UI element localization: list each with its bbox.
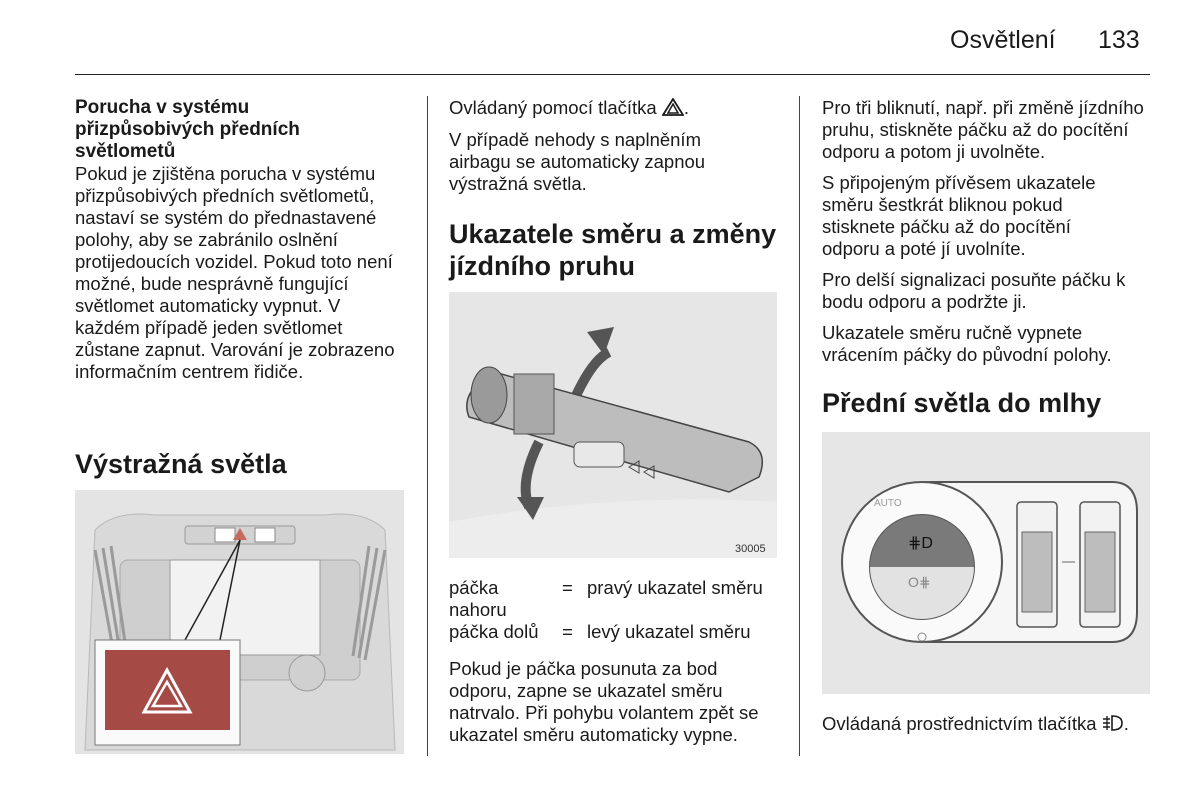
hazard-lights-figure [75,490,404,754]
subheading-adaptive-headlights: Porucha v systému přizpůsobivých předních světlometů [75,97,300,162]
hazard-button-text: Ovládaný pomocí tlačítka [449,97,657,118]
figure-code-label: 30005 [735,543,766,555]
paragraph-hazard-button: Ovládaný pomocí tlačítka . [449,97,784,121]
heading-fog-lights: Přední světla do mlhy [822,388,1102,418]
definition-equals: = [562,621,573,642]
paragraph-permanent-signal-wrapper [449,658,784,755]
definition-term: páčka dolů [449,621,539,642]
column-divider-1 [427,96,428,756]
svg-text:O⋕: O⋕ [908,574,931,590]
heading-turn-signals: Ukazatele směru a změny jízdního pruhu [449,219,777,281]
page-number: 133 [1098,26,1140,54]
auto-label: AUTO [874,498,902,509]
column-3 [822,97,1152,375]
definition-value: levý ukazatel směru [587,621,751,642]
paragraph-permanent-signal: Pokud je páčka posunuta za bod odporu, zapne se ukazatel směru natrvalo. Při pohybu volantem zpět se ukazatel směru automaticky vypne. [449,658,759,745]
fog-light-icon [1102,714,1124,737]
header-divider [75,74,1150,75]
paragraph-trailer: S připojeným přívěsem ukazatele směru šestkrát bliknou pokud stisknete páčku až do pocítění odporu a poté jí uvolníte. [822,172,1096,259]
fog-light-switch-figure [822,432,1150,694]
paragraph-three-flashes: Pro tři bliknutí, např. při změně jízdního pruhu, stiskněte páčku až do pocítění odporu a potom ji uvolněte. [822,97,1144,162]
paragraph-longer-signal: Pro delší signalizaci posuňte páčku k bodu odporu a podržte ji. [822,269,1126,312]
svg-text:⋕D: ⋕D [908,535,933,552]
fog-caption: Ovládaná prostřednictvím tlačítka . [822,713,1152,737]
definition-term: nahoru [449,599,507,620]
definition-term: páčka [449,577,499,598]
heading-hazard-lights: Výstražná světla [75,449,287,479]
fog-caption-text: Ovládaná prostřednictvím tlačítka [822,713,1097,734]
hazard-triangle-icon [662,98,684,121]
definition-equals: = [562,577,573,598]
paragraph-airbag: V případě nehody s naplněním airbagu se automaticky zapnou výstražná světla. [449,129,706,194]
definition-value: pravý ukazatel směru [587,577,763,598]
fog-caption-wrapper [822,713,1152,737]
paragraph-switch-off: Ukazatele směru ručně vypnete vrácením páčky do původní polohy. [822,322,1112,365]
turn-signal-lever-figure [449,292,777,558]
column-1 [75,97,410,392]
column-2 [449,97,784,204]
paragraph-adaptive-headlights: Pokud je zjištěna porucha v systému přizpůsobivých předních světlometů, nastaví se systém do přednastavené polohy, aby se zabránilo oslnění protijedoucích vozidel. Pokud toto není možné, bude nesprávně fungující světlomet automaticky vypnut. V každém případě jeden světlomet zůstane zapnut. Varování je zobrazeno informačním centrem řidiče. [75,163,395,382]
column-divider-2 [799,96,800,756]
section-title: Osvětlení [950,26,1056,54]
